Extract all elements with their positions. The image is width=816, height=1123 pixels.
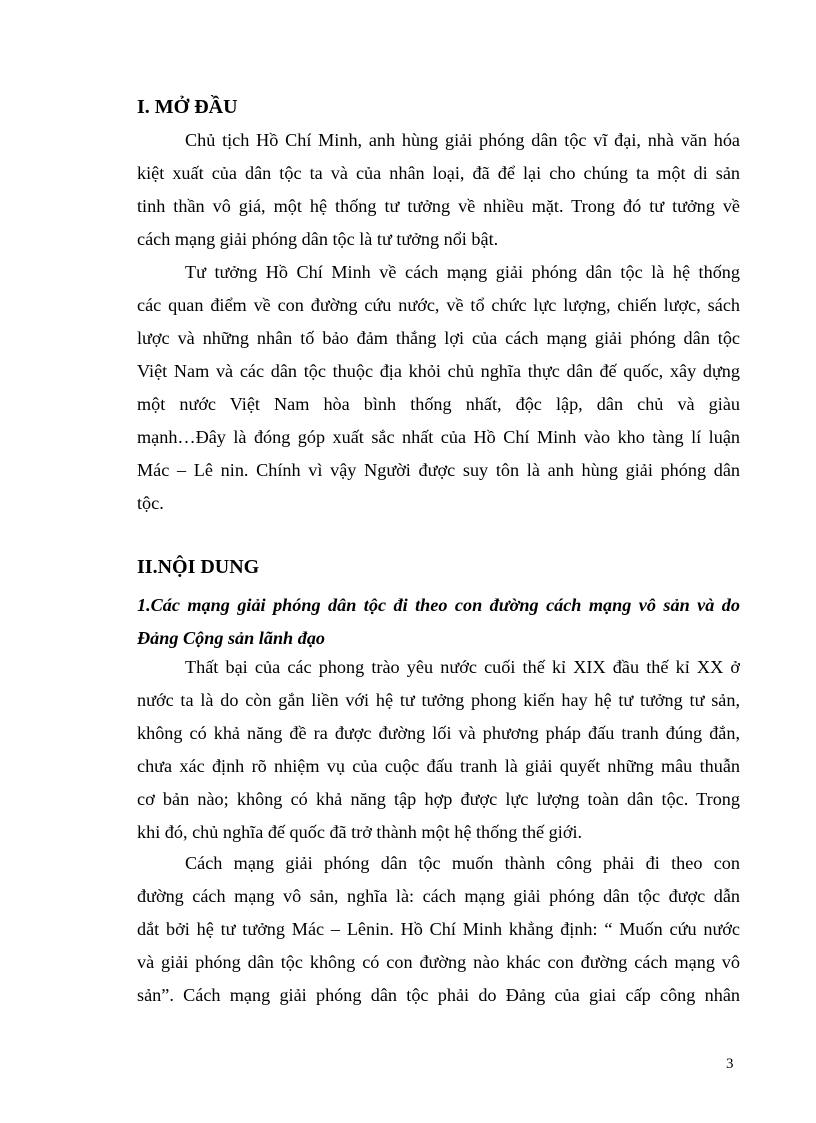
paragraph-line: đường cách mạng vô sản, nghĩa là: cách mạng giải phóng dân tộc được dẫn [137, 886, 740, 906]
paragraph-line: nước ta là do còn gắn liền với hệ tư tưởng phong kiến hay hệ tư tưởng tư sản, [137, 690, 740, 710]
paragraph-line: một nước Việt Nam hòa bình thống nhất, độc lập, dân chủ và giàu [137, 394, 740, 414]
paragraph-line: Mác – Lê nin. Chính vì vậy Người được suy tôn là anh hùng giải phóng dân [137, 460, 740, 480]
subheading-line: Đảng Cộng sản lãnh đạo [137, 628, 326, 648]
paragraph-line: kiệt xuất của dân tộc ta và của nhân loại, đã để lại cho chúng ta một di sản [137, 163, 740, 183]
paragraph-line: không có khả năng đề ra được đường lối và phương pháp đấu tranh đúng đắn, [137, 723, 740, 743]
subheading-line: 1.Các mạng giải phóng dân tộc đi theo con đường cách mạng vô sản và do [137, 595, 740, 615]
paragraph-line: Việt Nam và các dân tộc thuộc địa khỏi chủ nghĩa thực dân đế quốc, xây dựng [137, 361, 740, 381]
page-number: 3 [726, 1056, 734, 1072]
subsection-1-heading [137, 589, 740, 655]
paragraph-line: và giải phóng dân tộc không có con đường nào khác con đường cách mạng vô [137, 952, 740, 972]
paragraph-line: chưa xác định rõ nhiệm vụ của cuộc đấu tranh là giải quyết những mâu thuẫn [137, 756, 740, 776]
content-paragraph-2 [137, 847, 740, 1012]
paragraph-line: Cách mạng giải phóng dân tộc muốn thành công phải đi theo con [185, 853, 740, 873]
paragraph-line: tinh thần vô giá, một hệ thống tư tưởng về nhiều mặt. Trong đó tư tưởng về [137, 196, 740, 216]
intro-paragraph-2 [137, 256, 740, 520]
paragraph-line: dắt bởi hệ tư tưởng Mác – Lênin. Hồ Chí Minh khẳng định: “ Muốn cứu nước [137, 919, 740, 939]
paragraph-line: mạnh…Đây là đóng góp xuất sắc nhất của Hồ Chí Minh vào kho tàng lí luận [137, 427, 740, 447]
paragraph-line: cơ bản nào; không có khả năng tập hợp được lực lượng toàn dân tộc. Trong [137, 789, 740, 809]
paragraph-line: Tư tưởng Hồ Chí Minh về cách mạng giải phóng dân tộc là hệ thống [185, 262, 740, 282]
paragraph-line: tộc. [137, 493, 164, 513]
section-1-heading: I. MỞ ĐẦU [137, 96, 238, 118]
paragraph-line: Thất bại của các phong trào yêu nước cuối thế kỉ XIX đầu thế kỉ XX ở [185, 657, 740, 677]
paragraph-line: Chủ tịch Hồ Chí Minh, anh hùng giải phóng dân tộc vĩ đại, nhà văn hóa [185, 130, 740, 150]
section-2-heading: II.NỘI DUNG [137, 556, 260, 578]
paragraph-line: các quan điểm về con đường cứu nước, về tổ chức lực lượng, chiến lược, sách [137, 295, 740, 315]
paragraph-line: sản”. Cách mạng giải phóng dân tộc phải do Đảng của giai cấp công nhân [137, 985, 740, 1005]
content-paragraph-1 [137, 651, 740, 849]
paragraph-line: cách mạng giải phóng dân tộc là tư tưởng nổi bật. [137, 229, 499, 249]
paragraph-line: khi đó, chủ nghĩa đế quốc đã trở thành một hệ thống thế giới. [137, 822, 583, 842]
paragraph-line: lược và những nhân tố bảo đảm thắng lợi của cách mạng giải phóng dân tộc [137, 328, 740, 348]
intro-paragraph-1 [137, 124, 740, 256]
